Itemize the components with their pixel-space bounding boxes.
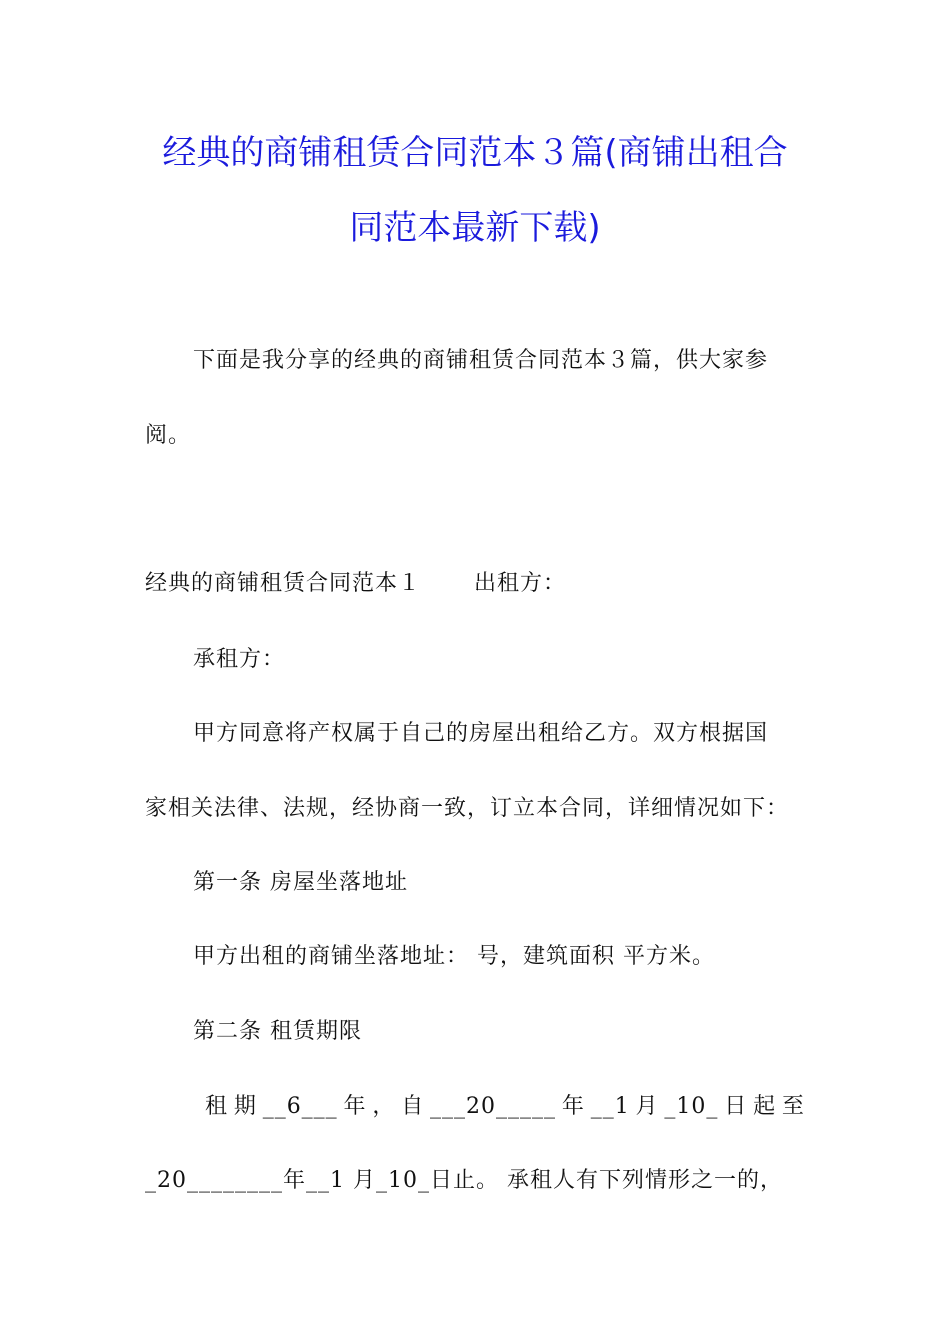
document-title-line-1: 经典的商铺租赁合同范本３篇(商铺出租合: [162, 133, 788, 173]
document-title-line-2: 同范本最新下载): [349, 208, 601, 248]
lease-term-word: 期: [233, 1094, 257, 1119]
lease-term-word: 自: [401, 1094, 425, 1119]
lease-term-word: 月: [635, 1094, 659, 1119]
section-1-heading: 经典的商铺租赁合同范本１: [145, 571, 422, 596]
lease-term-word: 租: [205, 1094, 229, 1119]
lease-term-line-1: [145, 1093, 805, 1121]
intro-line-2: 阅。: [145, 423, 192, 448]
lease-term-word: ，: [372, 1094, 396, 1119]
lessee-label: 承租方：: [193, 647, 286, 672]
article-1-heading: 第一条 房屋坐落地址: [193, 870, 408, 895]
article-1-text: 甲方出租的商铺坐落地址： 号，建筑面积 平方米。: [193, 944, 715, 969]
lease-term-word: 日: [724, 1094, 748, 1119]
intro-line-1: 下面是我分享的经典的商铺租赁合同范本３篇，供大家参: [193, 348, 769, 373]
paragraph-1-line-1: 甲方同意将产权属于自己的房屋出租给乙方。双方根据国: [193, 721, 769, 746]
lease-term-line-2: _20________年__1 月_10_日止。 承租人有下列情形之一的，: [145, 1168, 783, 1193]
lease-term-word: 至: [781, 1094, 805, 1119]
lease-term-word: __6___: [262, 1094, 338, 1119]
lease-term-word: _10_: [664, 1094, 719, 1119]
lease-term-word: 起: [753, 1094, 777, 1119]
lease-term-word: 年: [343, 1094, 367, 1119]
lease-term-word: ___20_____: [430, 1094, 557, 1119]
lessor-label: 出租方：: [474, 571, 567, 596]
article-2-heading: 第二条 租赁期限: [193, 1019, 362, 1044]
lease-term-word: 年: [561, 1094, 585, 1119]
paragraph-1-line-2: 家相关法律、法规，经协商一致，订立本合同，详细情况如下：: [145, 796, 790, 821]
lease-term-word: __1: [590, 1094, 630, 1119]
